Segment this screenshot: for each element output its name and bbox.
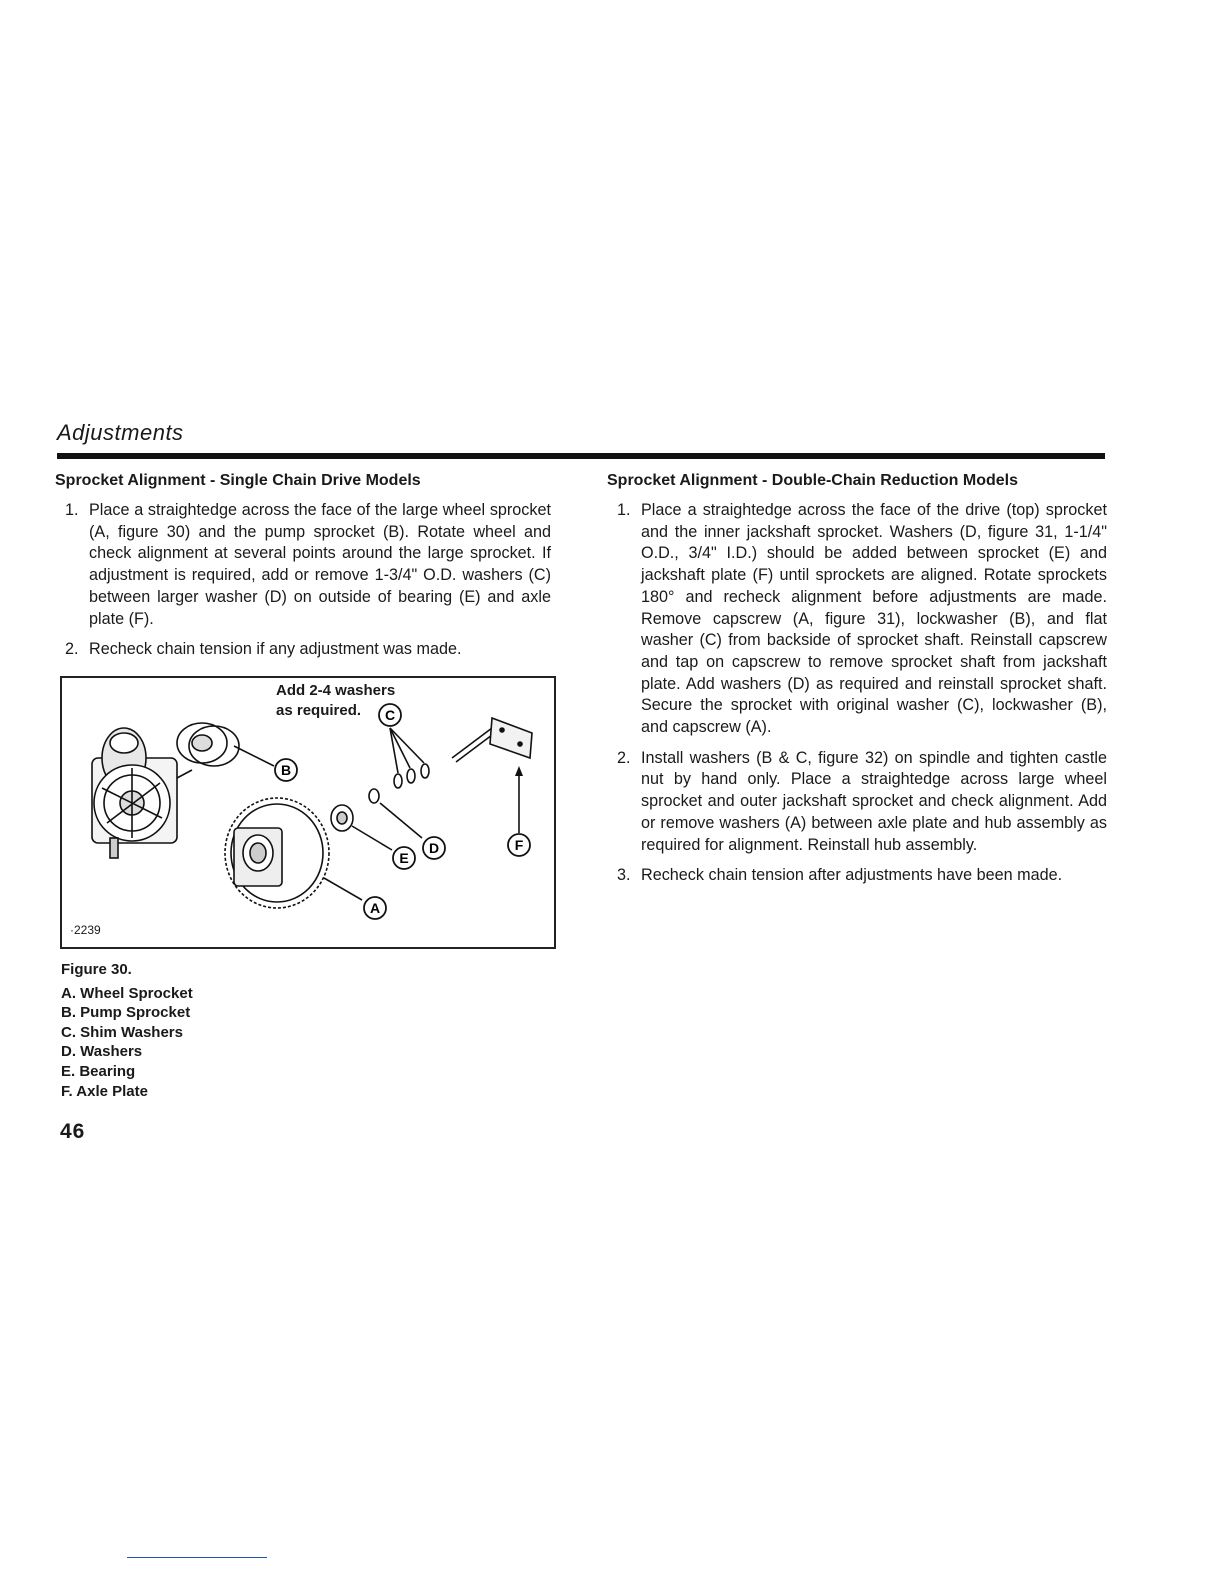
step-text: Recheck chain tension after adjustments have been made. (641, 866, 1063, 885)
leader-b (234, 746, 274, 766)
label-b: B (280, 762, 292, 778)
right-steps (607, 500, 1107, 887)
left-step-2 (55, 639, 551, 661)
label-d: D (428, 840, 440, 856)
label-e: E (399, 850, 409, 866)
leader-e (352, 826, 392, 850)
caption-item-c: C. Shim Washers (61, 1023, 183, 1041)
pump-sprocket-illustration (177, 723, 239, 766)
step-number: 2. (65, 640, 79, 659)
shim-washers (390, 728, 429, 788)
caption-title: Figure 30. (61, 961, 132, 978)
step-text: Place a straightedge across the face of the drive (top) sprocket and the inner jackshaft sprocket. Washers (D, figure 31, 1-1/4" O.D., 3/4" I.D.) should be added between sprocket (E) and jackshaft plate (F) until sprockets are aligned. Rotate sprockets 180° and recheck alignment before adjustments are made. Remove capscrew (A, figure 31), lockwasher (B), and flat washer (C) from backside of sprocket shaft. Reinstall capscrew and tap on capscrew to remove sprocket shaft from jackshaft plate. Add washers (D) as required and reinstall sprocket shaft. Secure the sprocket with original washer (C), lockwasher (B), and capscrew (A). (641, 501, 1107, 737)
caption-item-f: F. Axle Plate (61, 1082, 148, 1100)
figure-caption (61, 960, 193, 1101)
callout-line-1: Add 2-4 washers (276, 682, 396, 699)
right-step-1 (607, 500, 1107, 739)
label-f: F (514, 837, 524, 853)
leader-a (324, 878, 362, 900)
step-text: Place a straightedge across the face of the large wheel sprocket (A, figure 30) and the pump sprocket (B). Rotate wheel and check alignment at several points around the large sprocket. If adjustment is required, add or remove 1-3/4" O.D. washers (C) between larger washer (D) on outside of bearing (E) and axle plate (F). (89, 501, 551, 628)
callout-line-2: as required. (276, 702, 362, 719)
right-heading: Sprocket Alignment - Double-Chain Reduction Models (607, 472, 1018, 489)
right-column (607, 472, 1107, 896)
arrow-f (515, 766, 523, 776)
section-title: Adjustments (57, 420, 184, 445)
figure-number: ·2239 (70, 923, 101, 937)
leader-d (380, 803, 422, 838)
step-text: Install washers (B & C, figure 32) on spindle and tighten castle nut by hand only. Place a straightedge across large wheel sprocket and outer jackshaft sprocket and check alignment. Add or remove washers (A) between axle plate and hub assembly as required for alignment. Reinstall hub assembly. (641, 748, 1107, 854)
caption-item-d: D. Washers (61, 1043, 143, 1061)
wheel-sprocket-illustration (225, 798, 329, 908)
header-rule (57, 453, 1105, 459)
step-number: 2. (617, 748, 631, 767)
step-number: 3. (617, 866, 631, 885)
caption-item-b: B. Pump Sprocket (61, 1004, 191, 1022)
left-heading: Sprocket Alignment - Single Chain Drive Models (55, 472, 421, 489)
step-text: Recheck chain tension if any adjustment was made. (89, 640, 462, 659)
caption-item-e: E. Bearing (61, 1062, 136, 1080)
label-c: C (384, 707, 396, 723)
label-a: A (369, 900, 381, 916)
axle-plate-illustration (452, 718, 532, 762)
step-number: 1. (65, 501, 79, 519)
left-step-1 (55, 500, 551, 630)
left-steps (55, 500, 551, 661)
left-column (55, 472, 551, 670)
bearing-illustration (331, 789, 379, 831)
bottom-link-line (127, 1557, 267, 1558)
figure-30 (60, 676, 556, 949)
step-number: 1. (617, 501, 631, 519)
right-step-3 (607, 865, 1107, 887)
caption-item-a: A. Wheel Sprocket (61, 984, 193, 1002)
sprocket-diagram (62, 678, 554, 947)
right-step-2 (607, 748, 1107, 857)
page-number: 46 (60, 1120, 86, 1143)
